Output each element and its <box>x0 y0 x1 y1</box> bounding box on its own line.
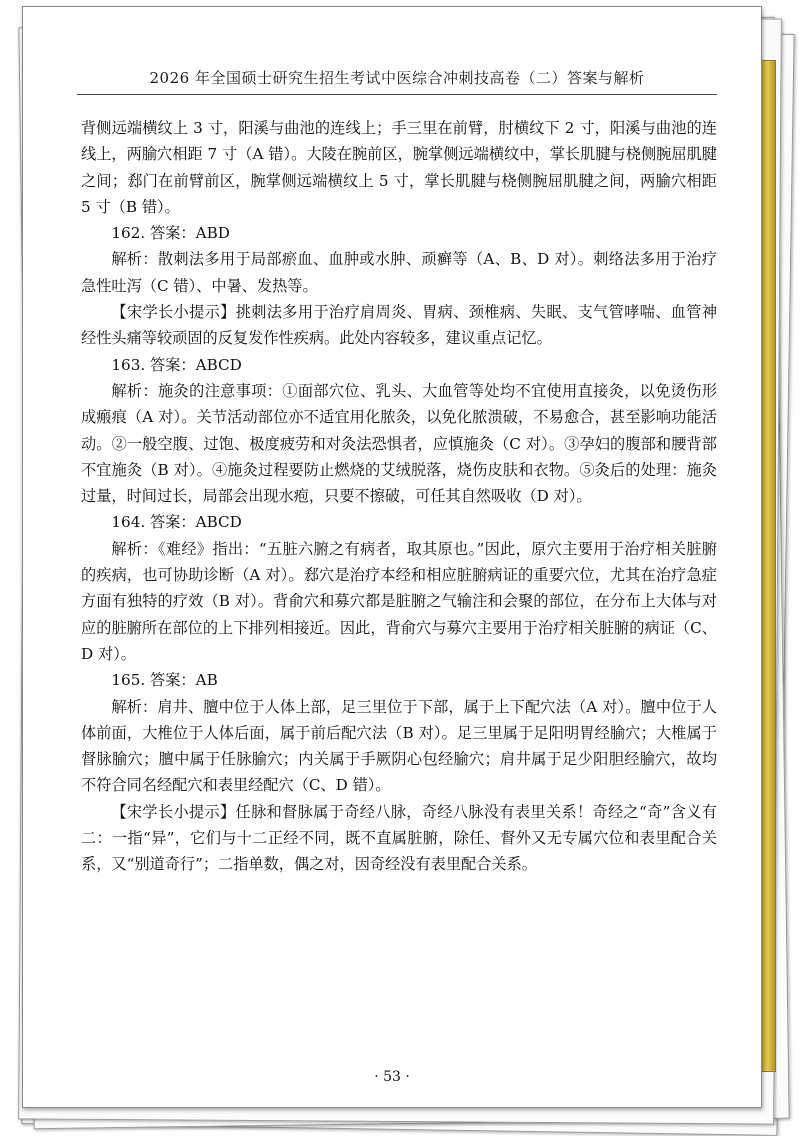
answer-162: 162. 答案：ABD <box>111 224 230 243</box>
book-spine <box>760 60 776 1072</box>
answer-163: 163. 答案：ABCD <box>111 355 242 374</box>
page-content <box>81 115 717 878</box>
tip-165: 【宋学长小提示】任脉和督脉属于奇经八脉，奇经八脉没有表里关系！奇经之“奇”含义有二：一指“异”，它们与十二正经不同，既不直属脏腑，除任、督外又无专属穴位和表里配合关系，又“别道奇行”；二指单数，偶之对，因奇经没有表里配合关系。 <box>81 802 717 874</box>
tip-162: 【宋学长小提示】挑刺法多用于治疗肩周炎、胃病、颈椎病、失眠、支气管哮喘、血管神经性头痛等较顽固的反复发作性疾病。此处内容较多，建议重点记忆。 <box>81 303 717 348</box>
answer-164: 164. 答案：ABCD <box>111 513 242 532</box>
answer-165: 165. 答案：AB <box>111 671 218 690</box>
paragraph-continued: 背侧远端横纹上 3 寸，阳溪与曲池的连线上；手三里在前臂，肘横纹下 2 寸，阳溪与曲池的连线上，两腧穴相距 7 寸（A 错）。大陵在腕前区，腕掌侧远端横纹中，掌长肌腱与桡侧腕屈肌腱之间；郄门在前臂前区，腕掌侧远端横纹上 5 寸，掌长肌腱与桡侧腕屈肌腱之间，两腧穴相距 5 寸（B 错）。 <box>81 119 717 216</box>
analysis-165: 解析：肩井、膻中位于人体上部，足三里位于下部，属于上下配穴法（A 对）。膻中位于人体前面，大椎位于人体后面，属于前后配穴法（B 对）。足三里属于足阳明胃经腧穴；大椎属于督脉腧穴；膻中属于任脉腧穴；内关属于手厥阴心包经腧穴；肩井属于足少阳胆经腧穴，故均不符合同名经配穴和表里经配穴（C、D 错）。 <box>81 697 717 795</box>
running-header: 2026 年全国硕士研究生招生考试中医综合冲刺技高卷（二）答案与解析 <box>77 67 717 95</box>
analysis-162: 解析：散刺法多用于局部瘀血、血肿或水肿、顽癣等（A、B、D 对）。刺络法多用于治疗急性吐泻（C 错）、中暑、发热等。 <box>81 250 717 295</box>
analysis-164: 解析：《难经》指出：“五脏六腑之有病者，取其原也。”因此，原穴主要用于治疗相关脏腑的疾病，也可协助诊断（A 对）。郄穴是治疗本经和相应脏腑病证的重要穴位，尤其在治疗急症方面有独特的疗效（B 对）。背俞穴和募穴都是脏腑之气输注和会聚的部位，在分布上大体与对应的脏腑所在部位的上下排列相接近。因此，背俞穴与募穴主要用于治疗相关脏腑的病证（C、D 对）。 <box>81 539 717 663</box>
document-page <box>22 6 762 1108</box>
page-number: · 53 · <box>374 1069 410 1085</box>
analysis-163: 解析：施灸的注意事项：①面部穴位、乳头、大血管等处均不宜使用直接灸，以免烫伤形成瘢痕（A 对）。关节活动部位亦不适宜用化脓灸，以免化脓溃破，不易愈合，甚至影响功能活动。②一般空腹、过饱、极度疲劳和对灸法恐惧者，应慎施灸（C 对）。③孕妇的腹部和腰背部不宜施灸（B 对）。④施灸过程要防止燃烧的艾绒脱落，烧伤皮肤和衣物。⑤灸后的处理：施灸过量，时间过长，局部会出现水疱，只要不擦破，可任其自然吸收（D 对）。 <box>81 381 717 506</box>
